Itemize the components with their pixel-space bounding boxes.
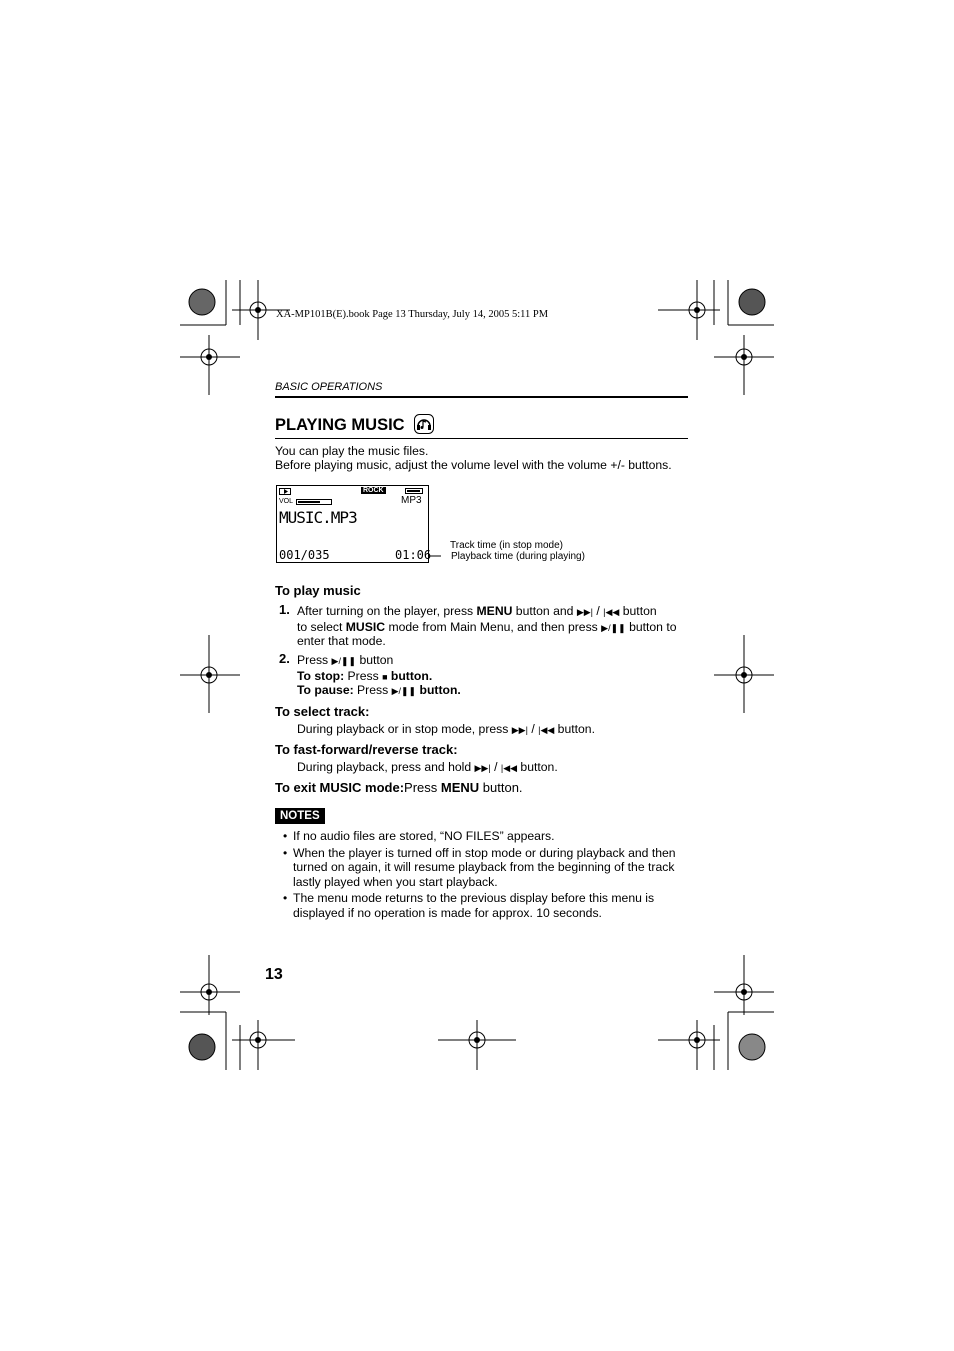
callout-line: [429, 550, 449, 560]
step-1-line-3: enter that mode.: [297, 634, 386, 648]
stop-instruction: To stop: Press ■ button.: [297, 669, 433, 683]
step-1-number: 1.: [279, 602, 290, 617]
callout-playback-time: Playback time (during playing): [451, 551, 585, 562]
genre-badge: ROCK: [363, 487, 384, 494]
exit-instruction: To exit MUSIC mode:Press MENU button.: [275, 780, 523, 795]
title-divider: [275, 438, 688, 439]
next-prev-glyph: ▶▶|: [576, 607, 593, 617]
format-label: MP3: [401, 495, 422, 506]
volume-label: VOL: [279, 498, 294, 505]
page-title: [275, 414, 434, 435]
page-number: 13: [265, 966, 283, 983]
file-info-header: XA-MP101B(E).book Page 13 Thursday, July 14, 2005 5:11 PM: [276, 309, 549, 320]
step-2-number: 2.: [279, 651, 290, 666]
music-mode-icon: [414, 414, 434, 434]
step-2-line: Press ▶/❚❚ button: [297, 653, 394, 667]
section-divider: [275, 396, 688, 398]
play-music-heading: To play music: [275, 583, 361, 598]
page-title-text: PLAYING MUSIC: [275, 416, 405, 434]
notes-list: [283, 829, 703, 920]
play-status-icon: [279, 488, 291, 495]
notes-badge: NOTES: [275, 808, 325, 824]
ff-rev-heading: To fast-forward/reverse track:: [275, 742, 458, 757]
ff-rev-text: During playback, press and hold ▶▶| / |◀◀ button.: [297, 760, 558, 774]
select-track-text: During playback or in stop mode, press ▶▶| / |◀◀ button.: [297, 722, 595, 736]
step-1-line-1: After turning on the player, press MENU button and ▶▶| / |◀◀ button: [297, 604, 657, 618]
intro-line-1: You can play the music files.: [275, 444, 429, 458]
track-counter: 001/035: [279, 548, 330, 562]
volume-bar: [296, 499, 332, 505]
time-readout: 01:06: [395, 548, 432, 562]
lcd-display: [276, 485, 432, 563]
section-label: BASIC OPERATIONS: [275, 381, 383, 393]
callout-track-time: Track time (in stop mode): [450, 540, 563, 551]
filename: MUSIC.MP3: [279, 508, 357, 527]
battery-icon: [405, 488, 423, 494]
intro-line-2: Before playing music, adjust the volume level with the volume +/- buttons.: [275, 458, 672, 472]
step-1-line-2: to select MUSIC mode from Main Menu, and then press ▶/❚❚ button to: [297, 620, 677, 634]
select-track-heading: To select track:: [275, 704, 370, 719]
pause-instruction: To pause: Press ▶/❚❚ button.: [297, 683, 461, 697]
note-item: • When the player is turned off in stop mode or during playback and then turned on again, it will resume playback from the beginning of the track lastly played when you start playback.: [283, 845, 676, 889]
note-item: • If no audio files are stored, “NO FILES” appears.: [283, 829, 555, 843]
note-item: • The menu mode returns to the previous display before this menu is displayed if no operation is made for approx. 10 seconds.: [283, 891, 655, 920]
